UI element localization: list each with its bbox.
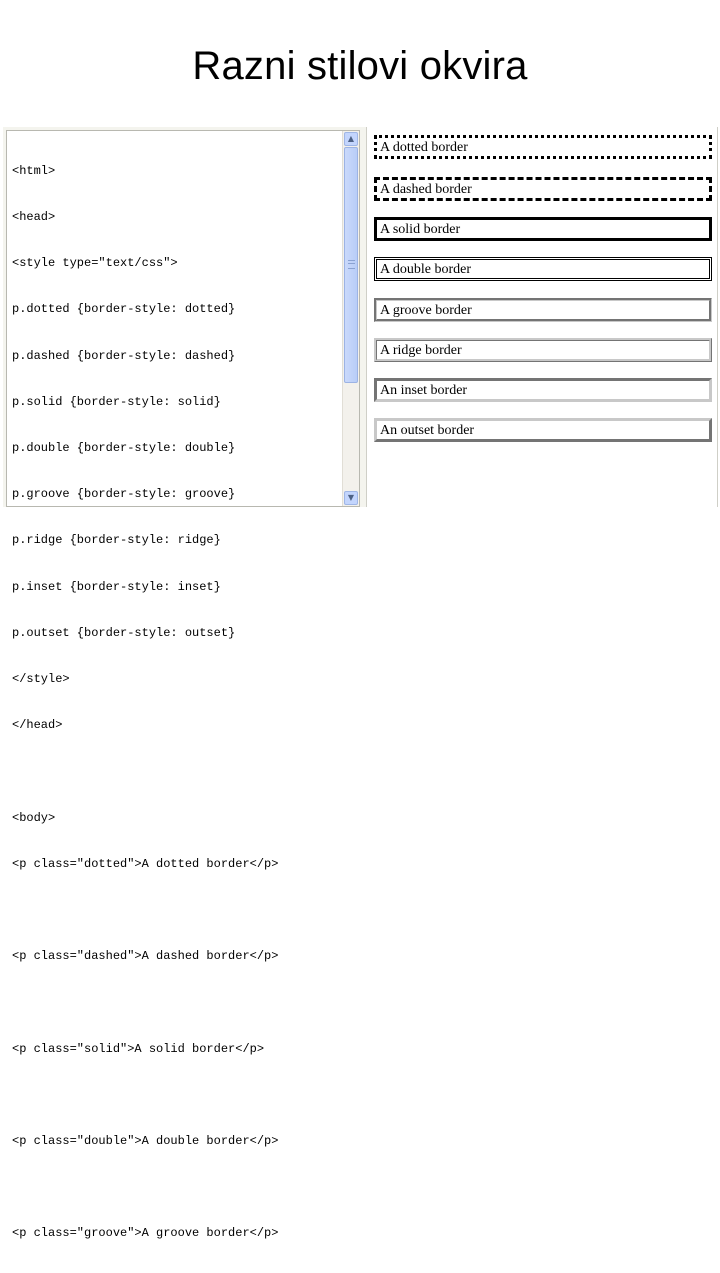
code-editor[interactable] xyxy=(6,130,360,1241)
groove-border-paragraph: A groove border xyxy=(374,298,712,322)
dotted-border-paragraph: A dotted border xyxy=(374,135,712,159)
chevron-down-icon[interactable]: ▼ xyxy=(344,491,358,505)
code-line: <style type="text/css"> xyxy=(12,256,178,271)
code-line xyxy=(12,995,342,1010)
code-line: p.double {border-style: double} xyxy=(12,441,236,456)
code-editor-panel xyxy=(3,127,368,1241)
double-border-paragraph: A double border xyxy=(374,257,712,281)
grip-icon xyxy=(348,260,355,269)
code-line: <html> xyxy=(12,163,56,178)
outset-border-paragraph: An outset border xyxy=(374,418,712,442)
code-line: p.dotted {border-style: dotted} xyxy=(12,302,236,317)
code-line: </style> xyxy=(12,672,70,687)
code-listing xyxy=(12,133,342,1273)
code-line: <p class="solid">A solid border</p> xyxy=(12,1041,265,1056)
scrollbar-thumb[interactable] xyxy=(344,147,358,383)
code-line: <p class="groove">A groove border</p> xyxy=(12,1226,279,1241)
inset-border-paragraph: An inset border xyxy=(374,378,712,402)
code-line: <body> xyxy=(12,810,56,825)
code-line: p.dashed {border-style: dashed} xyxy=(12,348,236,363)
solid-border-paragraph: A solid border xyxy=(374,217,712,241)
chevron-up-icon[interactable]: ▲ xyxy=(344,132,358,146)
code-line xyxy=(12,764,342,779)
code-line: p.outset {border-style: outset} xyxy=(12,625,236,640)
code-line: <p class="dashed">A dashed border</p> xyxy=(12,949,279,964)
rendered-preview-panel xyxy=(366,127,718,507)
dashed-border-paragraph: A dashed border xyxy=(374,177,712,201)
code-line: p.groove {border-style: groove} xyxy=(12,487,236,502)
code-line: <p class="double">A double border</p> xyxy=(12,1134,279,1149)
slide-title: Razni stilovi okvira xyxy=(192,44,528,88)
code-line: p.solid {border-style: solid} xyxy=(12,394,221,409)
code-line xyxy=(12,1180,342,1195)
ridge-border-paragraph: A ridge border xyxy=(374,338,712,362)
code-line: p.ridge {border-style: ridge} xyxy=(12,533,221,548)
code-line: p.inset {border-style: inset} xyxy=(12,579,221,594)
code-line: </head> xyxy=(12,718,63,733)
code-line: <p class="dotted">A dotted border</p> xyxy=(12,856,279,871)
code-line xyxy=(12,903,342,918)
vertical-scrollbar[interactable] xyxy=(342,131,359,506)
code-line xyxy=(12,1088,342,1103)
code-line: <head> xyxy=(12,210,56,225)
